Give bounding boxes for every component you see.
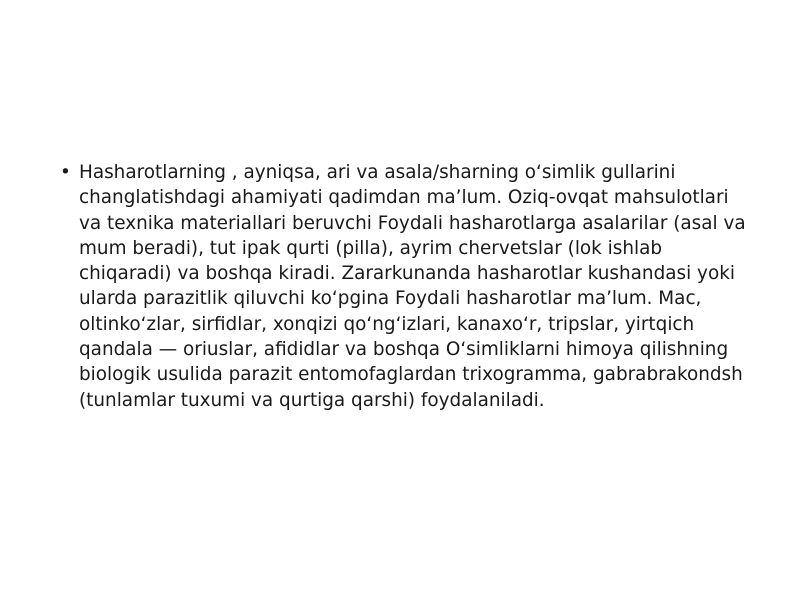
- bullet-icon: •: [60, 162, 71, 183]
- bullet-list: [60, 160, 750, 413]
- paragraph-text: Hasharotlarning , ayniqsa, ari va asala/sharning oʻsimlik gullarini changlatishdagi ahamiyati qadimdan ma’lum. Oziq-ovqat mahsulotlari va texnika materiallari beruvchi Foydali hasharotlarga asalarilar (asal va mum beradi), tut ipak qurti (pilla), ayrim chervetslar (lok ishlab chiqaradi) va boshqa kiradi. Zararkunanda hasharotlar kushandasi yoki ularda parazitlik qiluvchi koʻpgina Foydali hasharotlar ma’lum. Mac, oltinkoʻzlar, sirfidlar, xonqizi qoʻngʻizlari, kanaxoʻr, tripslar, yirtqich qandala — oriuslar, afididlar va boshqa Oʻsimliklarni himoya qilishning biologik usulida parazit entomofaglardan trixogramma, gabrabrakondsh (tunlamlar tuxumi va qurtiga qarshi) foydalaniladi.: [79, 162, 746, 411]
- bullet-item: [60, 160, 750, 413]
